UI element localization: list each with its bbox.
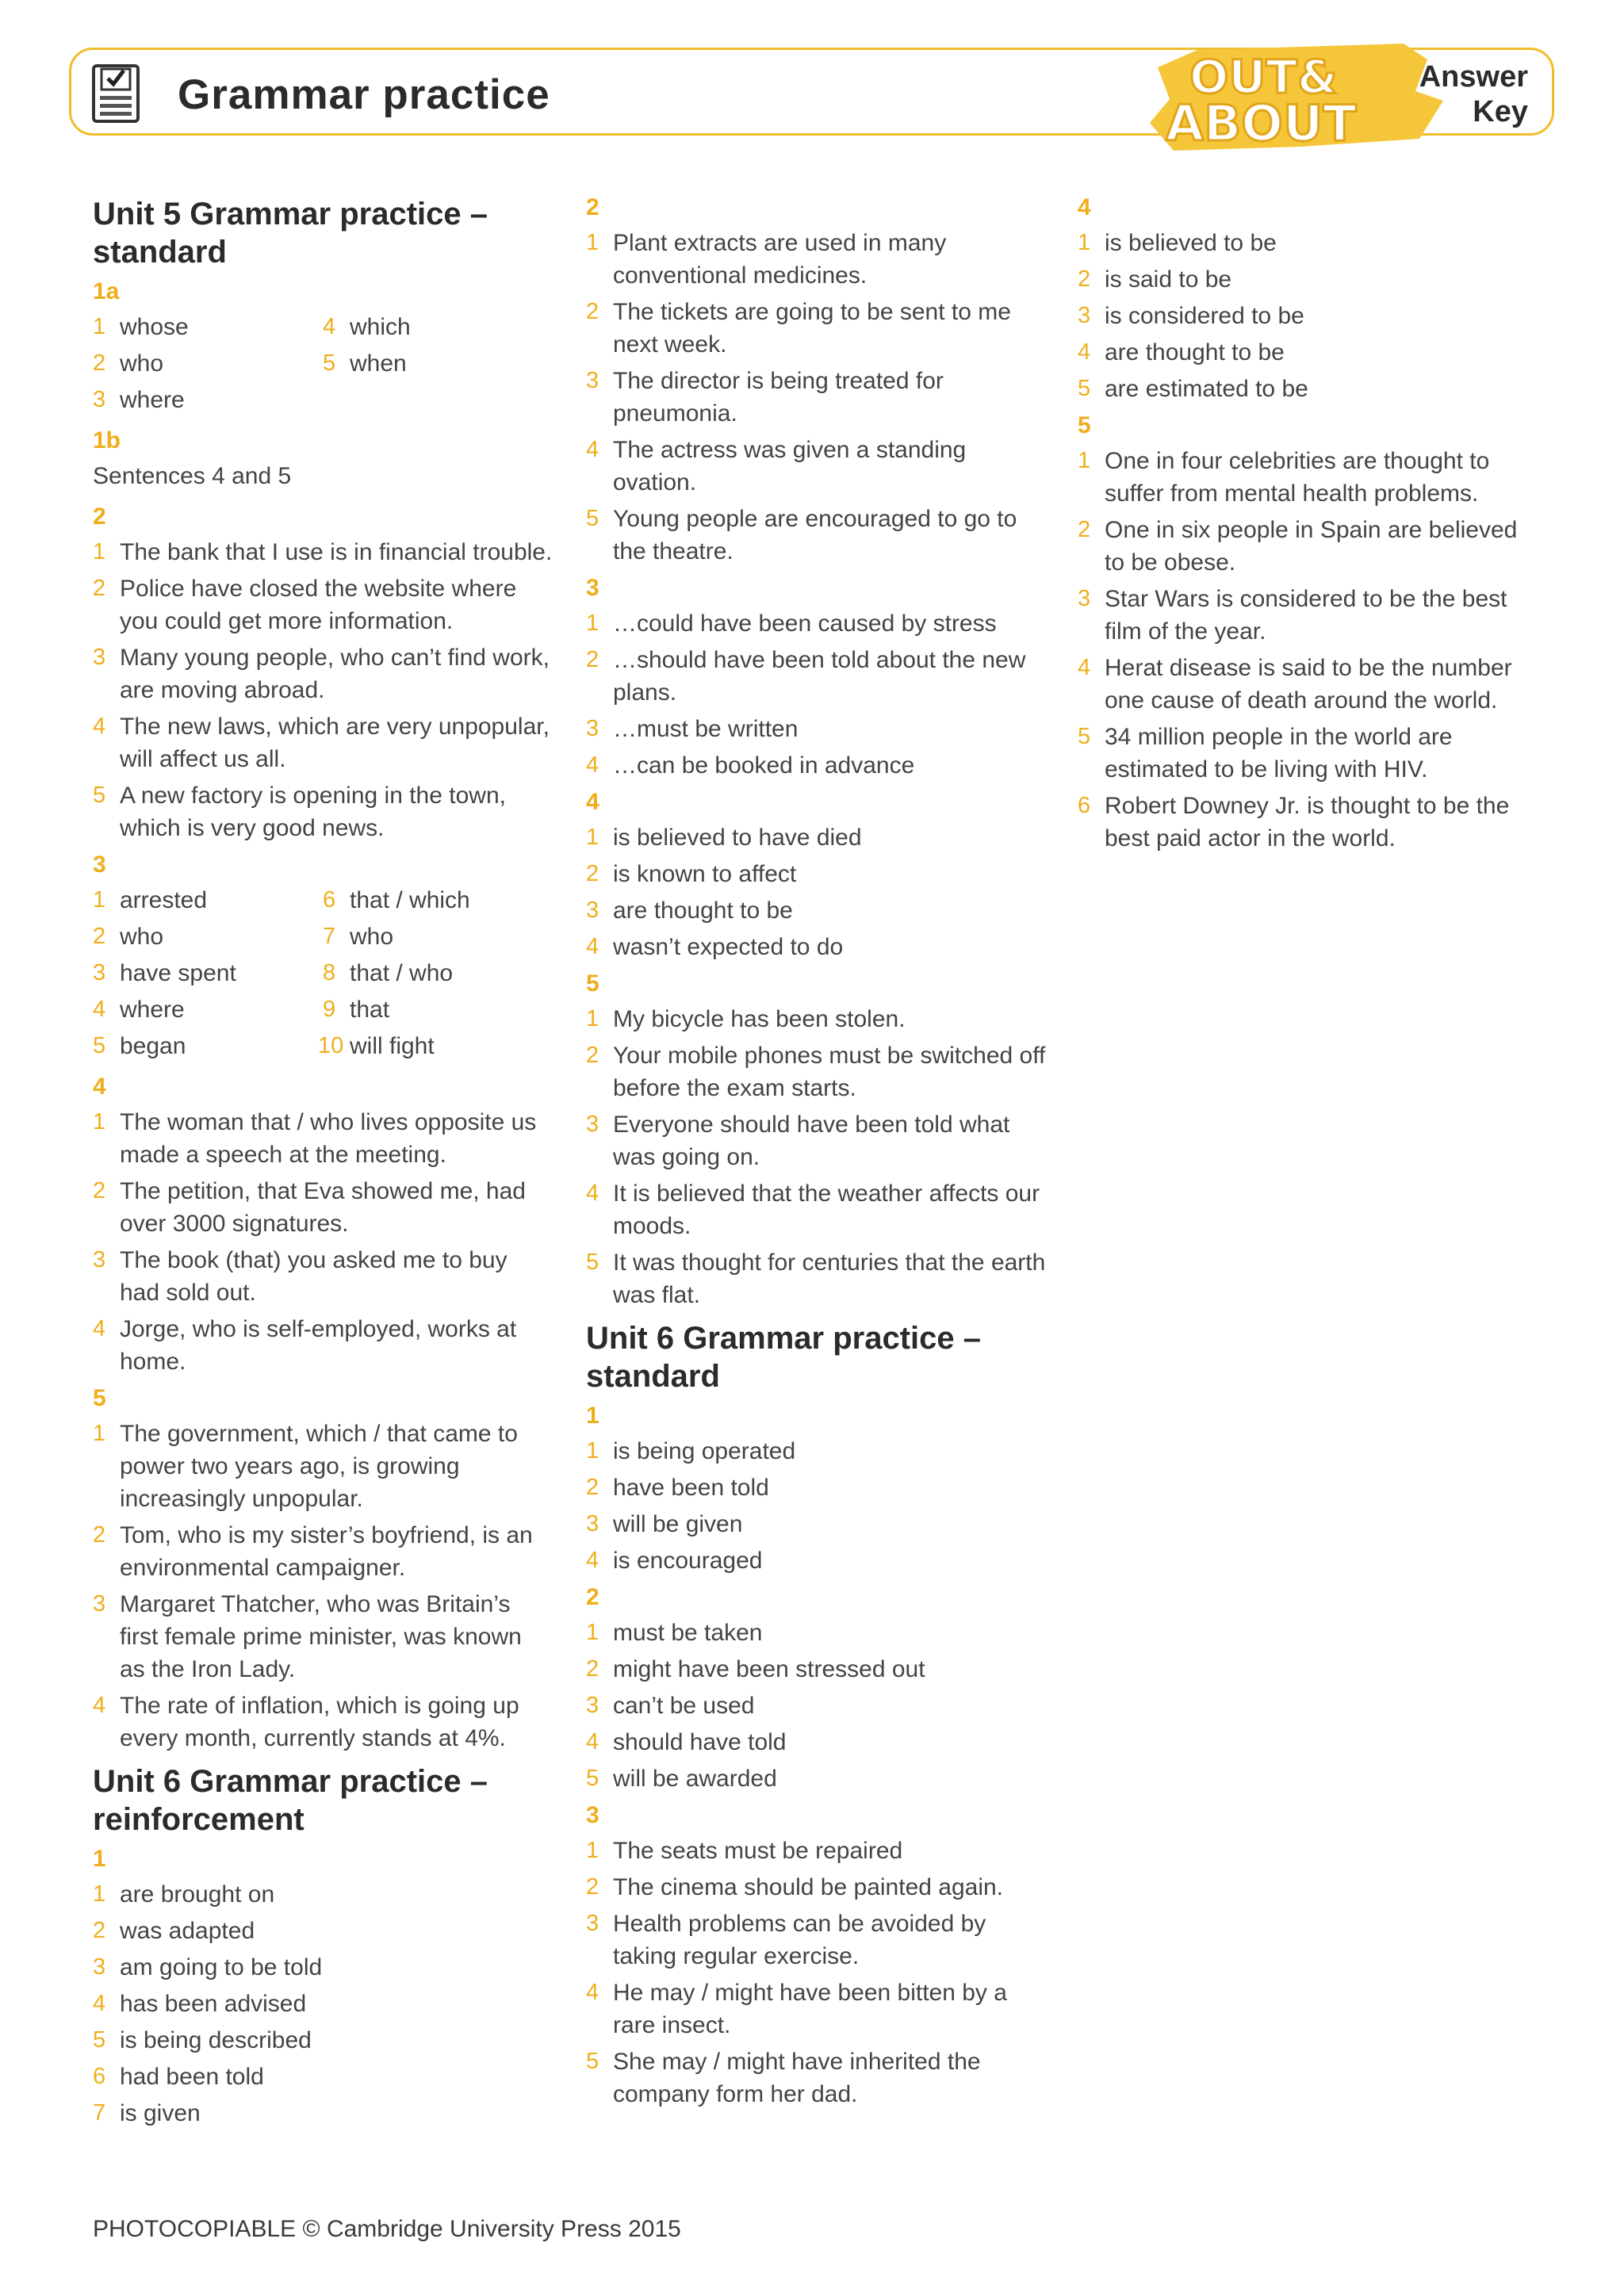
list-item: 5 is being described: [93, 2027, 312, 2053]
out-and-about-logo: [1142, 36, 1451, 155]
list-item: 4 Herat disease is said to be the number one cause of death around the world.: [1078, 655, 1512, 714]
column-2: [586, 187, 1046, 2114]
list-item: 4 which: [323, 314, 411, 340]
list-item: 5 are estimated to be: [1078, 376, 1308, 402]
list-item: 1 The government, which / that came to power two years ago, is growing increasingly unpopular.: [93, 1421, 518, 1512]
list-item: 2 The cinema should be painted again.: [586, 1874, 1004, 1900]
exercise-label: 2: [586, 194, 599, 220]
list-item: 5 will be awarded: [586, 1766, 777, 1792]
list-item: 1 must be taken: [586, 1620, 763, 1646]
exercise-label: 5: [93, 1385, 106, 1411]
exercise-4: [93, 1106, 553, 1378]
list-item: 3 The director is being treated for pneumonia.: [586, 368, 944, 427]
exercise-5: [93, 1418, 553, 1755]
list-item: 4 …can be booked in advance: [586, 752, 915, 779]
copyright-footer: PHOTOCOPIABLE © Cambridge University Press 2015: [93, 2216, 681, 2242]
list-item: 2 is known to affect: [586, 861, 797, 887]
list-item: 10 will fight: [318, 1033, 435, 1059]
list-item: 4 Jorge, who is self-employed, works at home.: [93, 1316, 517, 1375]
list-item: 1 The bank that I use is in financial trouble.: [93, 539, 553, 565]
list-item: 1 is believed to be: [1078, 230, 1277, 256]
list-item: 7 who: [323, 924, 394, 950]
column-3: [1078, 187, 1538, 859]
list-item: 2 might have been stressed out: [586, 1656, 925, 1682]
list-item: 6 had been told: [93, 2064, 264, 2090]
list-item: 5 Young people are encouraged to go to the theatre.: [586, 506, 1017, 564]
list-item: 2 Tom, who is my sister’s boyfriend, is an environmental campaigner.: [93, 1522, 533, 1581]
list-item: 3 Margaret Thatcher, who was Britain’s first female prime minister, was known as the Iron Lady.: [93, 1591, 522, 1682]
list-item: 3 Everyone should have been told what was going on.: [586, 1112, 1010, 1170]
list-item: 5 It was thought for centuries that the earth was flat.: [586, 1249, 1046, 1308]
list-item: 4 where: [93, 997, 185, 1023]
list-item: 5 began: [93, 1033, 186, 1059]
list-item: 4 The actress was given a standing ovation.: [586, 437, 967, 496]
exercise-label: 1b: [93, 427, 121, 453]
list-item: 5 A new factory is opening in the town, which is very good news.: [93, 783, 506, 841]
list-item: 2 The tickets are going to be sent to me next week.: [586, 299, 1011, 358]
list-item: 3 is considered to be: [1078, 303, 1304, 329]
list-item: 1 One in four celebrities are thought to suffer from mental health problems.: [1078, 448, 1490, 507]
list-item: 1 arrested: [93, 887, 208, 913]
list-item: 1 are brought on: [93, 1881, 275, 1908]
list-item: 2 The petition, that Eva showed me, had over 3000 signatures.: [93, 1178, 526, 1237]
list-item: 1 Plant extracts are used in many conventional medicines.: [586, 230, 947, 289]
exercise-2: [93, 536, 553, 844]
answer-key-label: Answer Key: [1419, 60, 1528, 128]
unit5-standard-title: Unit 5 Grammar practice – standard: [93, 197, 488, 270]
exercise-label: 1: [586, 1402, 599, 1429]
exercise-r4: [586, 821, 1046, 963]
list-item: 3 have spent: [93, 960, 236, 986]
exercise-label: 4: [1078, 194, 1091, 220]
exercise-label: 3: [93, 851, 106, 878]
exercise-1a: [93, 311, 553, 420]
list-item: 3 are thought to be: [586, 897, 793, 924]
list-item: 3 …must be written: [586, 716, 799, 742]
list-item: 3 The book (that) you asked me to buy had sold out.: [93, 1247, 508, 1306]
list-item: 1 My bicycle has been stolen.: [586, 1006, 906, 1032]
page-header: [69, 48, 1554, 152]
exercise-r2: [586, 227, 1046, 568]
list-item: 1 whose: [93, 314, 189, 340]
list-item: 5 when: [323, 350, 407, 377]
list-item: 2 Your mobile phones must be switched off before the exam starts.: [586, 1043, 1046, 1101]
exercise-3: [93, 884, 553, 1066]
exercise-s1: [586, 1435, 1046, 1577]
list-item: 2 was adapted: [93, 1918, 255, 1944]
exercise-label: 5: [1078, 412, 1091, 438]
list-item: 4 It is believed that the weather affects our moods.: [586, 1181, 1040, 1239]
list-item: 4 is encouraged: [586, 1548, 763, 1574]
exercise-s5: [1078, 445, 1538, 855]
list-item: 1 is believed to have died: [586, 825, 862, 851]
exercise-label: 4: [93, 1073, 106, 1100]
list-item: 3 Health problems can be avoided by taking regular exercise.: [586, 1911, 986, 1969]
unit6-reinforcement-title: Unit 6 Grammar practice – reinforcement: [93, 1764, 488, 1837]
list-item: 2 Police have closed the website where you could get more information.: [93, 576, 517, 634]
list-item: 3 am going to be told: [93, 1954, 323, 1980]
list-item: 7 is given: [93, 2100, 201, 2126]
exercise-label: 2: [93, 503, 106, 530]
list-item: 2 is said to be: [1078, 266, 1232, 293]
list-item: 6 that / which: [323, 887, 470, 913]
exercise-s2: [586, 1617, 1046, 1795]
list-item: 3 will be given: [586, 1511, 743, 1537]
list-item: 1 is being operated: [586, 1438, 796, 1464]
checklist-icon: [92, 64, 140, 123]
exercise-label: 3: [586, 575, 599, 601]
list-item: 3 Many young people, who can’t find work, are moving abroad.: [93, 645, 550, 703]
exercise-label: 5: [586, 970, 599, 997]
list-item: 1 The woman that / who lives opposite us made a speech at the meeting.: [93, 1109, 537, 1168]
list-item: 4 He may / might have been bitten by a rare insect.: [586, 1980, 1007, 2038]
list-item: 4 has been advised: [93, 1991, 307, 2017]
exercise-reinforcement-1: [93, 1878, 553, 2130]
list-item: 3 where: [93, 387, 185, 413]
list-item: 1 …could have been caused by stress: [586, 610, 997, 637]
exercise-label: 3: [586, 1802, 599, 1828]
unit6-standard-title: Unit 6 Grammar practice – standard: [586, 1321, 981, 1394]
list-item: 4 are thought to be: [1078, 339, 1285, 365]
column-1: [93, 187, 553, 2133]
list-item: 4 should have told: [586, 1729, 787, 1755]
list-item: 6 Robert Downey Jr. is thought to be the best paid actor in the world.: [1078, 793, 1510, 851]
exercise-s4: [1078, 227, 1538, 405]
list-item: 5 34 million people in the world are estimated to be living with HIV.: [1078, 724, 1453, 783]
list-item: 9 that: [323, 997, 390, 1023]
list-item: 2 who: [93, 924, 164, 950]
exercise-label: 4: [586, 789, 599, 815]
exercise-r3: [586, 607, 1046, 782]
list-item: 2 have been told: [586, 1475, 769, 1501]
exercise-r5: [586, 1003, 1046, 1311]
list-item: 3 Star Wars is considered to be the best film of the year.: [1078, 586, 1507, 645]
list-item: 4 The rate of inflation, which is going up every month, currently stands at 4%.: [93, 1693, 519, 1751]
list-item: 2 who: [93, 350, 164, 377]
exercise-label: 1: [93, 1846, 106, 1872]
exercise-label: 1a: [93, 278, 120, 304]
svg-text:OUT&: OUT&: [1189, 50, 1338, 104]
svg-text:ABOUT: ABOUT: [1166, 94, 1357, 152]
page-title: Grammar practice: [178, 71, 550, 118]
list-item: 2 One in six people in Spain are believed to be obese.: [1078, 517, 1518, 576]
list-item: 4 wasn’t expected to do: [586, 934, 844, 960]
list-item: 8 that / who: [323, 960, 454, 986]
exercise-s3: [586, 1835, 1046, 2110]
list-item: 2 …should have been told about the new plans.: [586, 647, 1026, 706]
list-item: 5 She may / might have inherited the company form her dad.: [586, 2049, 981, 2107]
exercise-1b-answer: Sentences 4 and 5: [93, 463, 292, 489]
list-item: 1 The seats must be repaired: [586, 1838, 903, 1864]
list-item: 4 The new laws, which are very unpopular, will affect us all.: [93, 714, 550, 772]
exercise-label: 2: [586, 1584, 599, 1610]
list-item: 3 can’t be used: [586, 1693, 755, 1719]
